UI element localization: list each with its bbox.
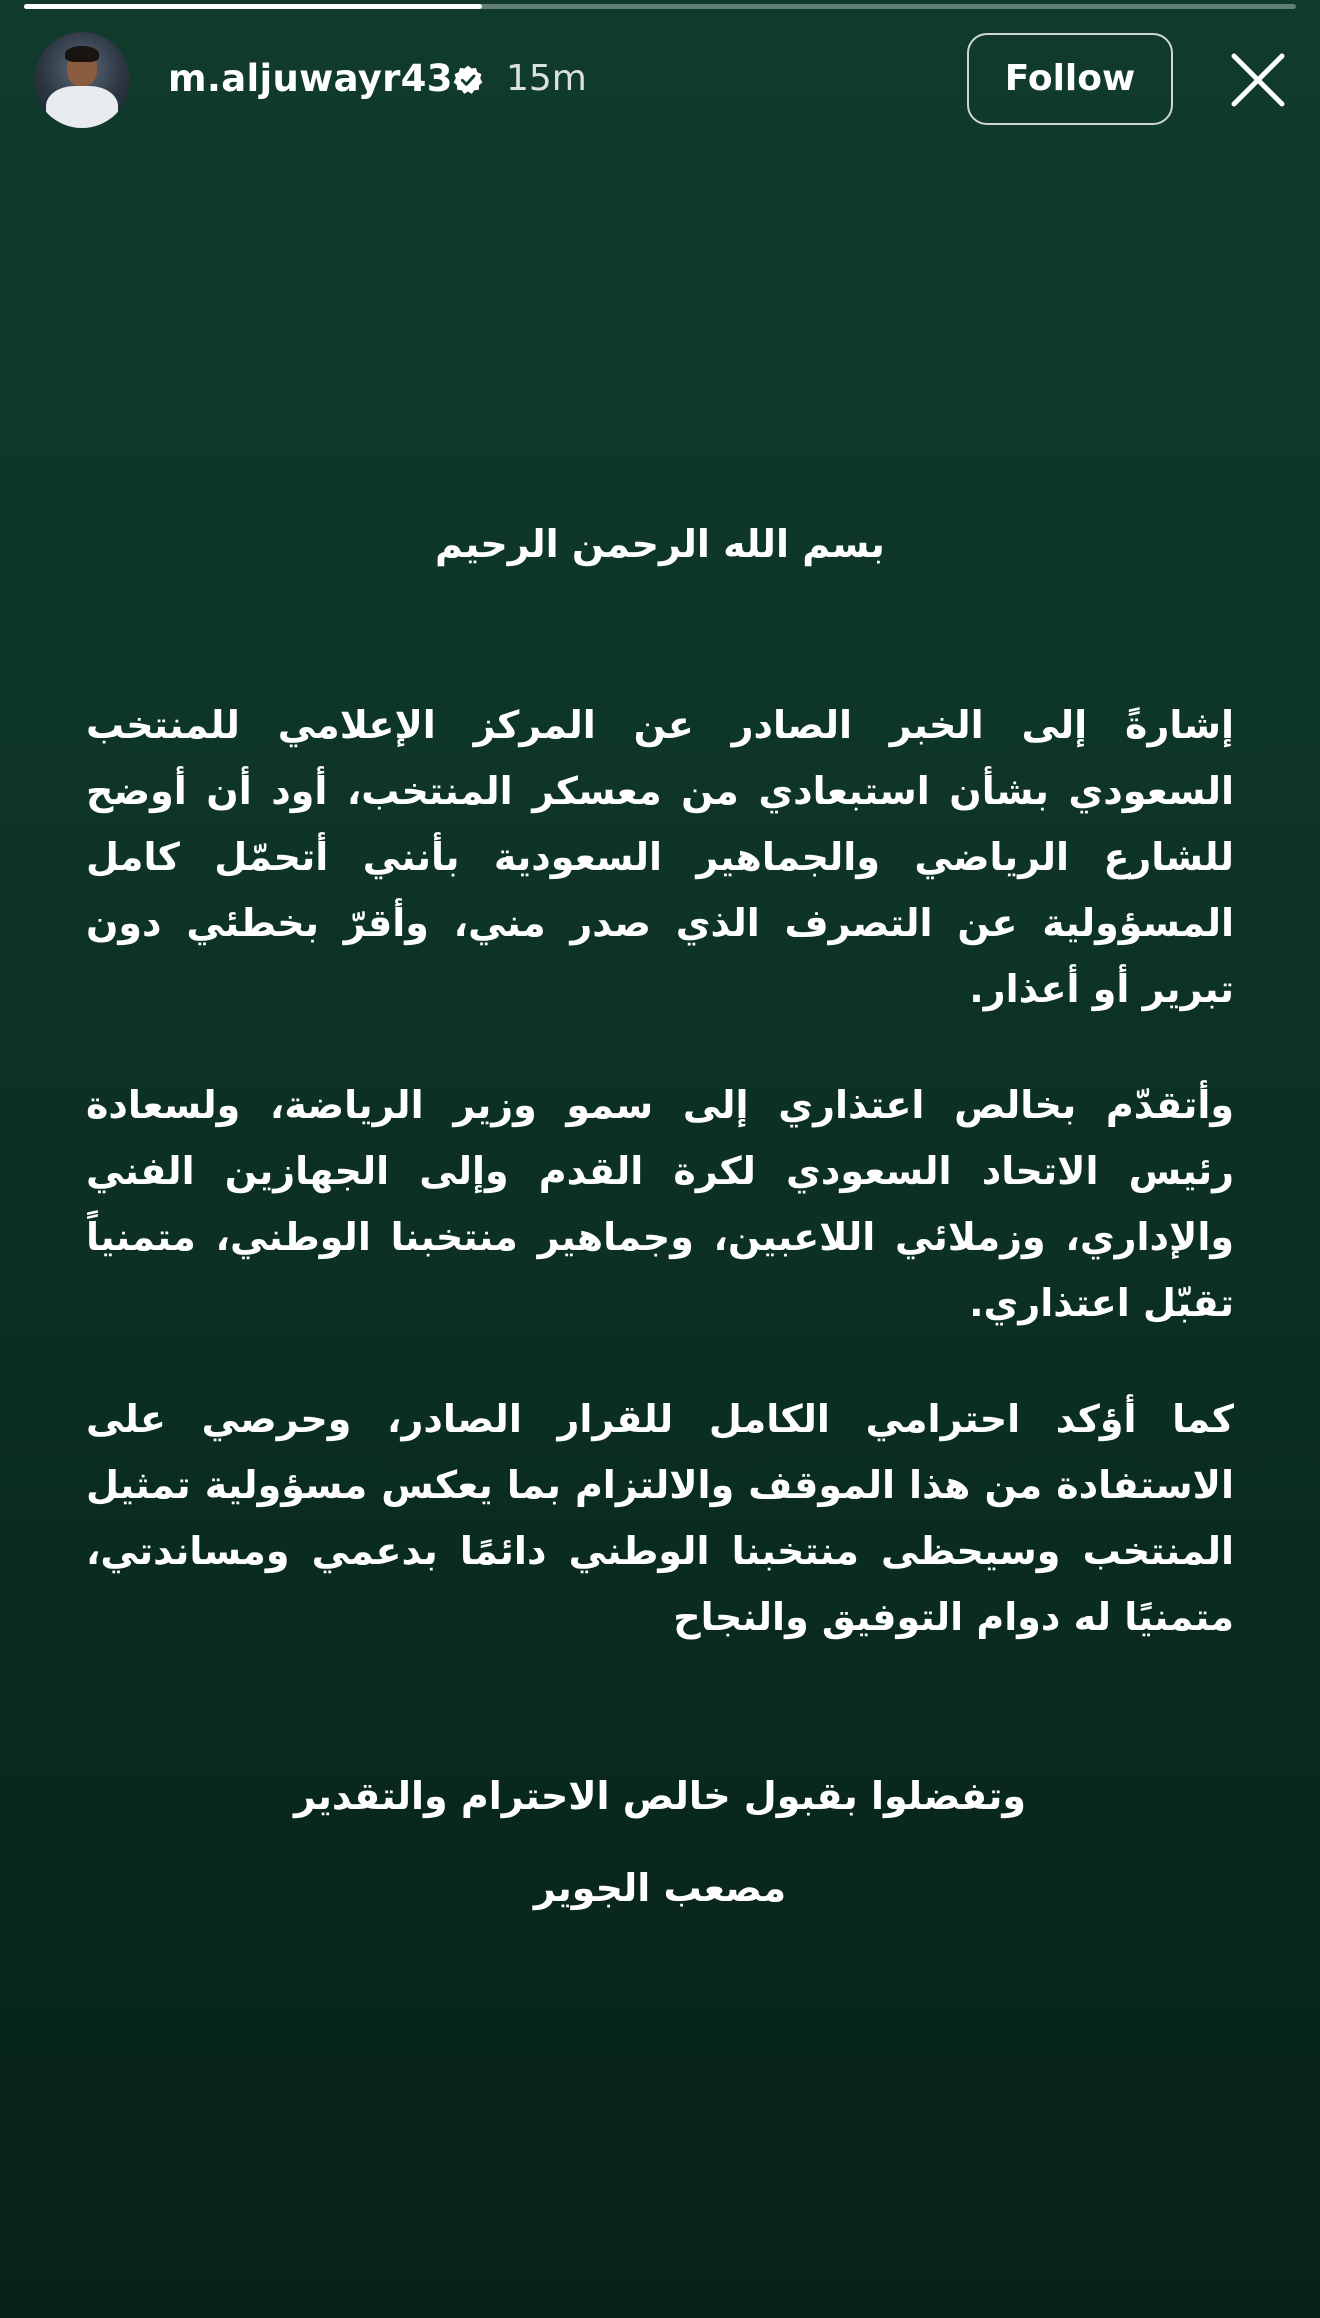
story-progress-fill	[24, 4, 482, 9]
statement-paragraph-2: وأتقدّم بخالص اعتذاري إلى سمو وزير الرياضة، ولسعادة رئيس الاتحاد السعودي لكرة القدم وإلى الجهازين الفني والإداري، وزملائي اللاعبين، وجماهير منتخبنا الوطني، متمنياً تقبّل اعتذاري.	[86, 1083, 1234, 1325]
signature-name: مصعب الجوير	[533, 1866, 787, 1910]
post-time: 15m	[506, 58, 587, 99]
close-icon[interactable]	[1226, 48, 1290, 112]
basmala-heading: بسم الله الرحمن الرحيم	[435, 522, 885, 566]
closing-line: وتفضلوا بقبول خالص الاحترام والتقدير	[293, 1774, 1027, 1818]
story-progress-bar	[24, 4, 1296, 9]
statement-paragraph-3: كما أؤكد احترامي الكامل للقرار الصادر، وحرصي على الاستفادة من هذا الموقف والالتزام بما يعكس مسؤولية تمثيل المنتخب وسيحظى منتخبنا الوطني دائمًا بدعمي ومساندتي، متمنيًا له دوام التوفيق والنجاح	[86, 1397, 1234, 1639]
statement-paragraph-1: إشارةً إلى الخبر الصادر عن المركز الإعلامي للمنتخب السعودي بشأن استبعادي من معسكر المنتخب، أود أن أوضح للشارع الرياضي والجماهير السعودية بأنني أتحمّل كامل المسؤولية عن التصرف الذي صدر مني، وأقرّ بخطئي دون تبرير أو أعذار.	[86, 703, 1234, 1011]
follow-button[interactable]: Follow	[967, 33, 1173, 125]
story-header	[0, 30, 1320, 130]
avatar[interactable]	[34, 32, 130, 128]
username[interactable]: m.aljuwayr43	[168, 57, 453, 100]
verified-badge-icon	[452, 64, 484, 96]
